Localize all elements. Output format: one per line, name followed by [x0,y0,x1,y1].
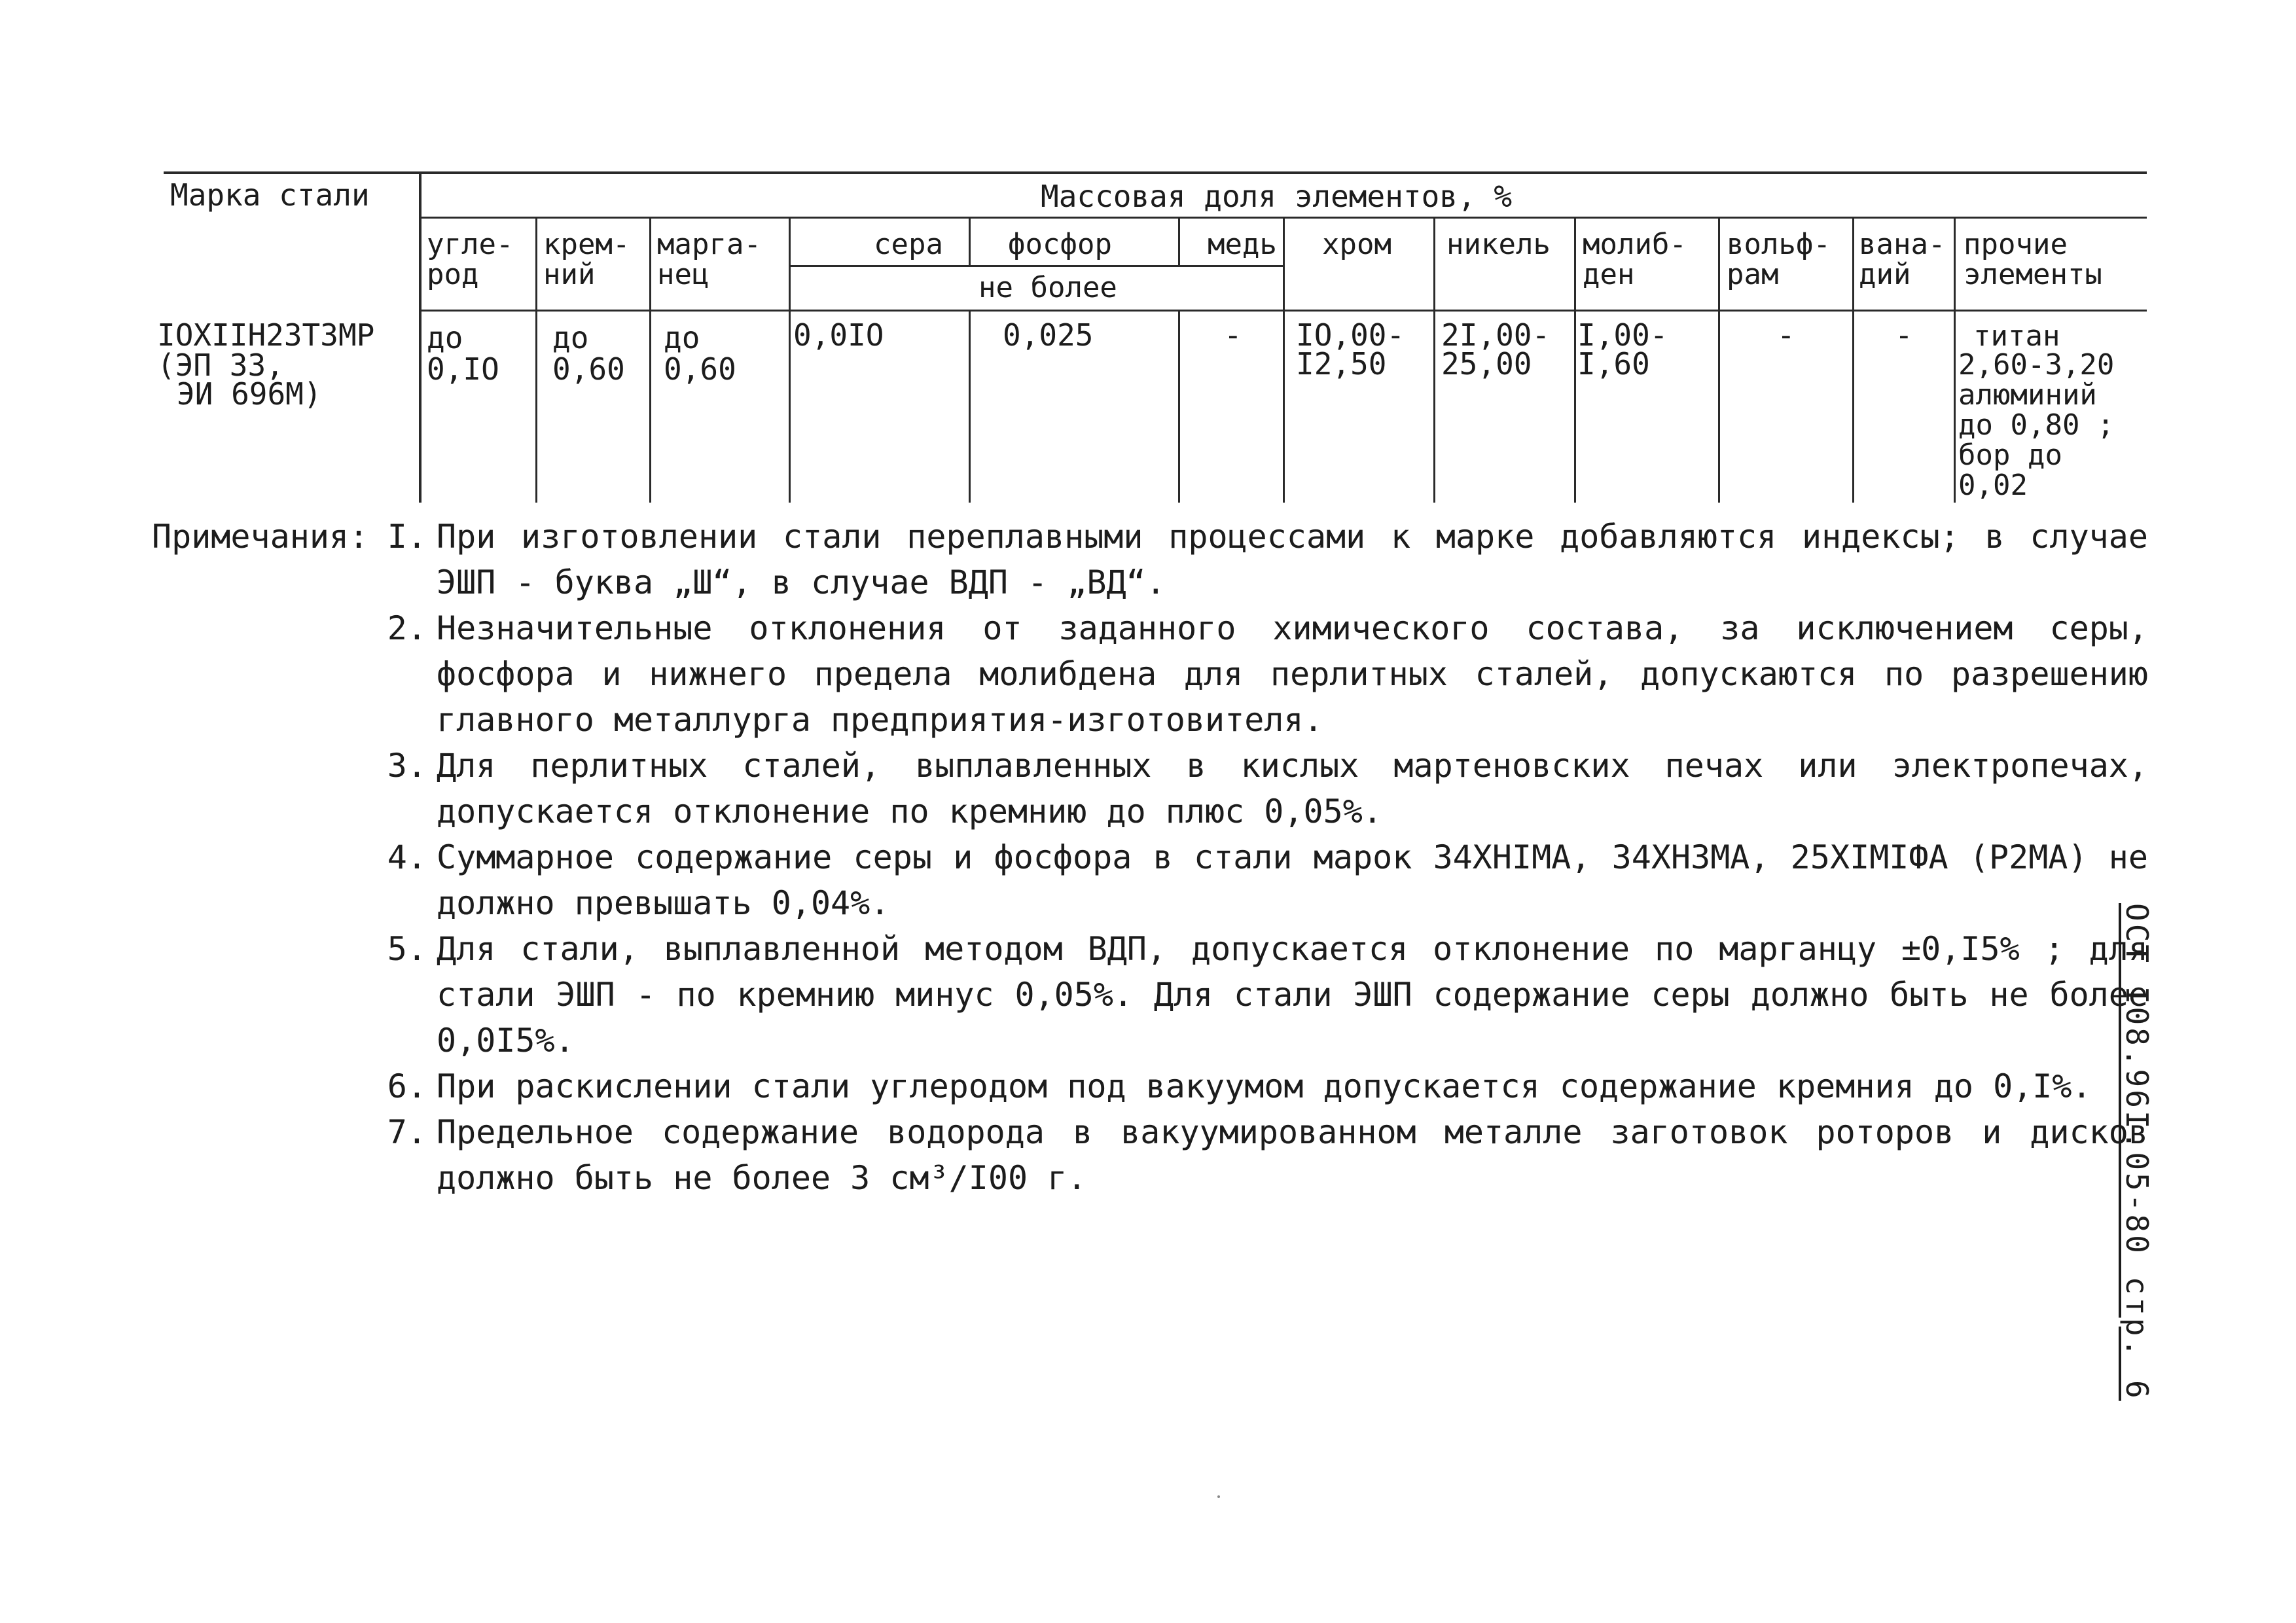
table-col-divider [1178,311,1180,503]
table-col-divider [969,218,971,265]
manganese-value: 0,60 [664,351,736,387]
note-number: 6. [387,1067,427,1105]
sulfur-value: 0,0IO [793,317,884,353]
table-col-divider [419,173,422,503]
steel-grade: IOXIIH23T3MP [157,317,375,353]
note-item [152,605,2148,743]
silicon-prefix: до [552,320,589,355]
table-col-divider [1574,218,1576,503]
notes-heading: Примечания: [152,518,369,556]
note-number: 3. [387,747,427,785]
table-col-divider [789,218,791,503]
table-col-divider [1954,218,1956,503]
note-number: 5. [387,930,427,968]
phosphorus-value: 0,025 [1003,317,1094,353]
note-item [152,1109,2148,1201]
grade-header: Марка стали [170,177,370,213]
steel-grade-alt2: ЭИ 696М) [177,376,322,412]
col-header-molybdenum: молиб- ден [1583,228,1687,291]
vanadium-value: - [1895,317,1913,353]
not-more-label: не более [978,271,1117,304]
other-boron-label: бор до [1958,438,2062,472]
col-header-manganese: марга- нец [657,228,761,291]
col-header-vanadium: вана- дий [1859,228,1946,291]
scan-speck [1217,1495,1220,1498]
note-text: Предельное содержание водорода в вакуумированном металле заготовок роторов и дисков должно быть не более 3 см³/I00 г. [437,1113,2148,1197]
col-header-sulfur: сера [874,228,943,261]
col-header-chromium: хром [1322,228,1391,261]
note-text: При раскислении стали углеродом под вакуумом допускается содержание кремния до 0,I%. [437,1067,2092,1105]
nickel-to: 25,00 [1441,346,1532,382]
note-item [152,743,2148,834]
table-col-divider [969,311,971,503]
notes-section [152,514,2148,1201]
composition-table [157,167,2153,504]
carbon-value: 0,IO [427,351,499,387]
note-number: 7. [387,1113,427,1151]
chromium-from: IO,00- [1296,317,1405,353]
table-col-divider [1852,218,1854,503]
note-text: Незначительные отклонения от заданного химического состава, за исключением серы, фосфора и нижнего предела молибдена для перлитных сталей, допускаются по разрешению главного металлурга предприятия-изготовителя. [437,609,2148,739]
manganese-prefix: до [664,320,700,355]
col-header-other: прочие элементы [1964,228,2102,291]
note-text: Для стали, выплавленной методом ВДП, допускается отклонение по марганцу ±0,I5% ; для стали ЭШП - по кремнию минус 0,05%. Для стали ЭШП содержание серы должно быть не более 0,0I5%. [437,930,2148,1060]
table-col-divider [535,218,537,503]
other-titanium-label: титан [1973,319,2060,353]
col-header-copper: медь [1208,228,1277,261]
note-text: Для перлитных сталей, выплавленных в кислых мартеновских печах или электропечах, допускается отклонение по кремнию до плюс 0,05%. [437,747,2148,830]
silicon-value: 0,60 [552,351,625,387]
table-col-divider [1283,218,1285,503]
other-titanium-value: 2,60-3,20 [1958,348,2115,382]
table-col-divider [1178,218,1180,265]
group-header: Массовая доля элементов, % [1041,179,1513,214]
note-item [152,834,2148,926]
col-header-tungsten: вольф- рам [1727,228,1831,291]
chromium-to: I2,50 [1296,346,1387,382]
note-number: 4. [387,838,427,876]
document-code-page-number: ОСТ I08.96I.05-80 стр. 6 [2119,903,2155,1401]
table-col-divider [649,218,651,503]
copper-value: - [1224,317,1242,353]
table-col-divider [1718,218,1720,503]
other-boron-value: 0,02 [1958,469,2028,502]
col-header-silicon: крем- ний [543,228,630,291]
note-text: При изготовлении стали переплавными процессами к марке добавляются индексы; в случае ЭШП - буква „Ш“, в случае ВДП - „ВД“. [437,518,2148,601]
table-subheader-rule [789,265,1283,267]
note-item [152,926,2148,1063]
note-number: 2. [387,609,427,647]
molybdenum-to: I,60 [1577,346,1650,382]
note-text: Суммарное содержание серы и фосфора в стали марок 34ХНIМА, 34ХН3МА, 25ХIМIФА (Р2МА) не должно превышать 0,04%. [437,838,2148,922]
table-col-divider [1433,218,1435,503]
col-header-carbon: угле- род [427,228,514,291]
col-header-nickel: никель [1446,228,1551,261]
tungsten-value: - [1777,317,1795,353]
note-item [152,514,2148,605]
col-header-phosphorus: фосфор [1008,228,1112,261]
carbon-prefix: до [427,320,463,355]
nickel-from: 2I,00- [1441,317,1551,353]
steel-grade-alt1: (ЭП 33, [157,348,284,383]
other-aluminium-label: алюминий [1958,378,2097,412]
note-item [152,1063,2148,1109]
molybdenum-from: I,00- [1577,317,1668,353]
note-number: I. [387,518,427,556]
table-top-rule [164,171,2147,174]
other-aluminium-value: до 0,80 ; [1958,408,2115,442]
